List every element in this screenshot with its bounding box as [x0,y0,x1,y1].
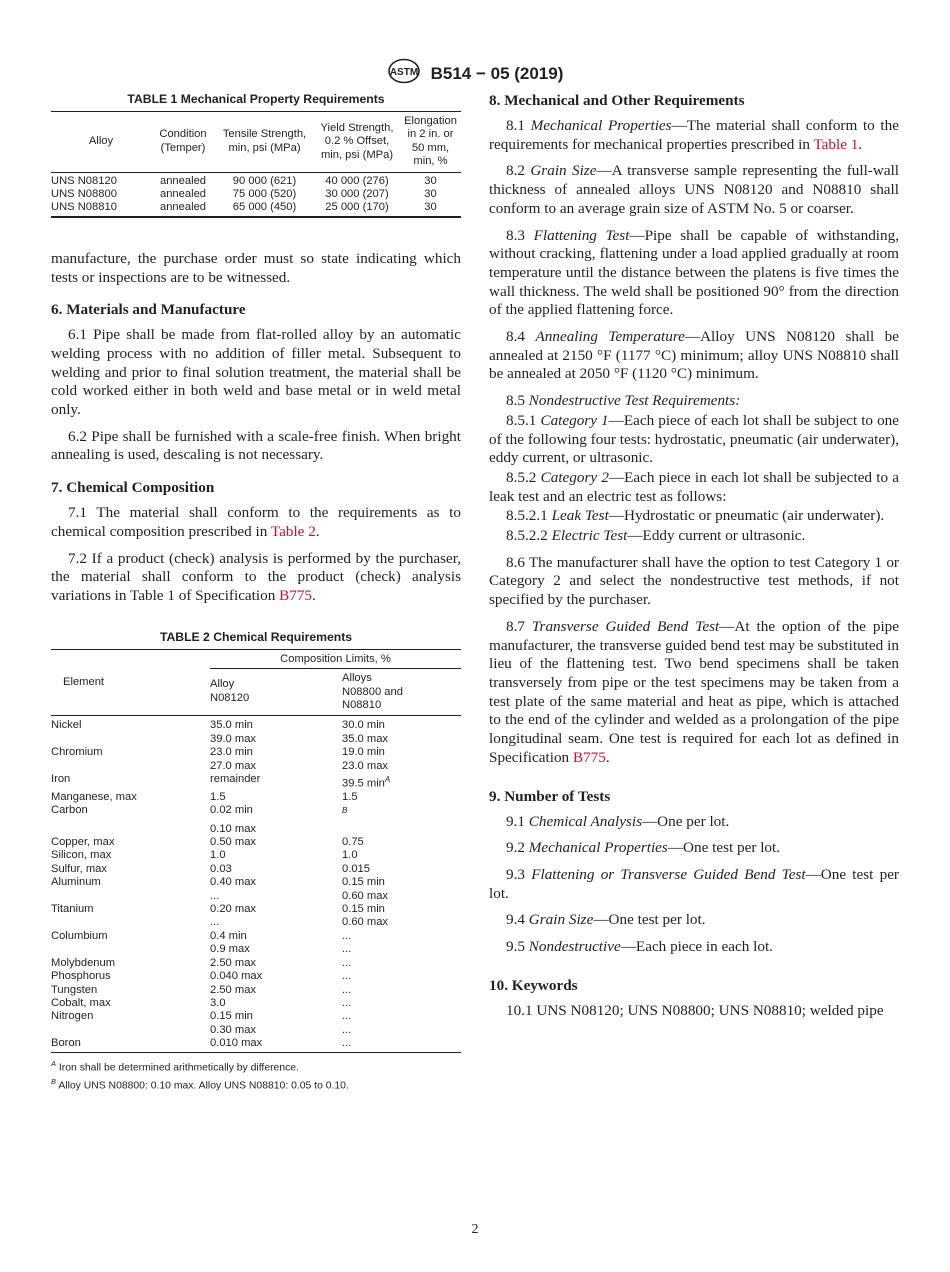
paragraph-8-6: 8.6 The manufacturer shall have the option to test Category 1 or Category 2 and select the nondestructive test methods, if not specified by the purchaser. [489,553,899,609]
para-text: . [605,748,610,766]
table-cell: 0.60 max [342,916,389,929]
table-cell: 39.0 max [210,732,257,745]
table1-header-yield: Yield Strength, 0.2 % Offset, min, psi (MPa) [314,112,400,173]
table1-caption: TABLE 1 Mechanical Property Requirements [127,92,385,106]
table-cell: 0.20 max [210,903,257,916]
table-cell [342,823,461,836]
table-cell: 2.50 max [210,956,257,969]
para-text: . [858,135,863,153]
table-cell: 0.02 min [210,804,253,817]
paragraph-9-3 [489,866,899,903]
para-num: 8.5 [506,392,529,410]
table-row [51,1024,461,1037]
table-cell: Boron [51,1037,81,1050]
paragraph-8-5-2 [489,469,899,506]
para-label: Grain Size [530,162,597,180]
para-num: 9.3 [506,865,532,883]
table-cell: 2.50 max [210,983,257,996]
para-text: —Each piece in each lot. [620,938,773,956]
table-cell: ... [342,983,352,996]
table-cell: UNS N08810 [51,201,117,214]
header-line: N08810 [342,698,382,711]
paragraph-8-1 [489,117,899,154]
table-row [51,791,461,804]
table-row [51,997,461,1010]
para-label: Nondestructive Test Requirements: [528,392,741,410]
table1-header-row [51,112,461,173]
astm-logo-icon [387,58,421,89]
table-row [51,1037,461,1052]
table-cell: 65 000 (450) [232,201,297,214]
paragraph-9-2 [489,839,899,858]
para-text: —A transverse sample representing the full-wall thickness of annealed alloys UNS N08120 and N08810 shall conform to an average grain size of ASTM No. 5 or coarser. [489,162,900,217]
table-row [51,804,461,822]
table-row [51,984,461,997]
table-row [51,1010,461,1023]
footnote-mark-b: B [342,806,348,816]
table-cell: annealed [159,188,207,201]
paragraph-text: 7.1 The material shall conform to the requirements as to chemical composition prescribed in [51,504,461,540]
paragraph-8-5-1 [489,412,899,468]
table-row [51,760,461,773]
table-cell: 30 [424,188,437,201]
table-cell: Nitrogen [51,1010,94,1023]
table-row [51,746,461,759]
table-cell: 35.0 max [342,732,389,745]
b775-link[interactable]: B775 [572,748,606,766]
table1-header-alloy: Alloy [51,112,151,173]
para-label: Category 2 [540,468,609,486]
table-cell: 0.15 min [342,876,385,889]
table-row [51,773,461,791]
table-row [51,916,461,929]
para-text: —One test per lot. [489,865,899,902]
paragraph-text: . [312,586,316,604]
para-label: Electric Test [551,527,628,545]
table-cell: 0.040 max [210,970,263,983]
table-cell: ... [342,943,352,956]
footnote-text: Iron shall be determined arithmetically by difference. [56,1062,299,1073]
para-num: 8.4 [506,328,536,346]
table-cell: Cobalt, max [51,996,111,1009]
table-cell: 75 000 (520) [232,188,297,201]
paragraph-8-4 [489,328,899,384]
table1-header-condition: Condition (Temper) [151,112,215,173]
table-cell [51,823,210,836]
section-9-heading: 9. Number of Tests [489,787,611,805]
table-cell: Nickel [51,719,82,732]
table-cell: ... [342,1010,352,1023]
table-cell: 30.0 min [342,719,385,732]
paragraph-text: . [315,522,320,540]
table-cell: 0.60 max [342,889,389,902]
table-cell: Chromium [51,746,103,759]
table2-header-n08800-n08810 [342,669,461,716]
svg-text:ASTM: ASTM [389,67,418,78]
section-7-heading: 7. Chemical Composition [51,479,215,497]
table-cell: 0.15 min [342,903,385,916]
table-cell: 0.40 max [210,876,257,889]
para-num: 9.5 [506,938,529,956]
para-text: —Alloy UNS N08120 shall be annealed at 2150 °F (1177 °C) minimum; alloy UNS N08810 shall be annealed at 2050 °F (1120 °C) minimum. [489,328,899,383]
table-cell [342,773,461,791]
para-num: 8.5.2.2 [506,527,552,545]
table2-header-group: Composition Limits, % [210,649,461,668]
para-label: Grain Size [528,911,594,929]
table-cell: Carbon [51,804,88,817]
para-num: 8.3 [506,226,534,244]
para-num: 8.5.2 [506,468,541,486]
header-line: Alloys [342,672,372,685]
page-number: 2 [471,1222,479,1237]
table-cell: 1.5 [342,791,358,804]
para-label: Mechanical Properties [530,117,672,134]
table-cell: 0.15 min [210,1010,253,1023]
table-cell: Aluminum [51,876,101,889]
para-text: —One test per lot. [593,911,706,929]
b775-link[interactable]: B775 [279,586,313,604]
para-num: 8.1 [506,117,531,134]
para-text: —At the option of the pipe manufacturer, the transverse guided bend test may be substituted in lieu of the flattening test. Two bend specimens shall be taken transversely from pipe or the test specimens may be taken from a test plate of the same material and heat as pipe, which is attached to the end of the cylinder and welded as a prolongation of the pipe longitudinal seam. One test is required for each lot as defined in Specification [489,617,900,766]
para-text: —The material shall conform to the requirements for mechanical properties prescribed in [489,117,899,153]
table-cell: 0.10 max [210,822,257,835]
table-cell: Phosphorus [51,970,111,983]
section-8-heading: 8. Mechanical and Other Requirements [489,92,745,109]
para-label: Category 1 [540,411,609,429]
table-row [51,823,461,836]
table-row [51,849,461,862]
paragraph-6-1: 6.1 Pipe shall be made from flat-rolled alloy by an automatic welding process with no addition of filler metal. Subsequent to welding and prior to final solution treatment, the material shall be cold worked either in both weld and base metal or in weld metal only. [51,326,461,419]
table-row [51,970,461,983]
table-cell: 3.0 [210,996,226,1009]
table-row [51,188,461,201]
table2-footnote-a [51,1057,461,1075]
paragraph-8-5-2-1 [489,507,899,526]
table2-header-n08120 [210,669,342,716]
table-cell [342,804,461,822]
table-cell: ... [342,996,352,1009]
table-cell: 1.5 [210,791,226,804]
para-text: —Eddy current or ultrasonic. [627,527,806,545]
para-text: —Pipe shall be capable of withstanding, without cracking, flattening under a load applied gradually at room temperature until the distance between the platens is five times the wall thickness. The weld shall be positioned 90° from the direction of the applied flattening force. [489,226,899,319]
table-2-link[interactable]: Table 2 [270,522,316,540]
table-cell: 0.75 [342,836,364,849]
table-row [51,957,461,970]
table-cell: 30 000 (207) [325,188,389,201]
paragraph-9-5 [489,938,899,957]
table-cell: Molybdenum [51,956,116,969]
table-cell: UNS N08800 [51,188,117,201]
para-label: Chemical Analysis [528,812,642,830]
para-label: Transverse Guided Bend Test [531,617,720,635]
table-cell: 23.0 min [210,746,253,759]
para-text: —Each piece of each lot shall be subject to one of the following four tests: hydrostatic, pneumatic (air underwater), eddy current, or ultrasonic. [489,411,900,467]
table-cell: ... [342,929,352,942]
paragraph-text: 7.2 If a product (check) analysis is performed by the purchaser, the material shall conform to the product (check) analysis variations in Table 1 of Specification [51,549,461,604]
table-cell: 0.30 max [210,1023,257,1036]
standard-designation: B514 − 05 (2019) [430,63,564,83]
table-row [51,201,461,216]
table-cell: 1.0 [210,849,226,862]
table-cell: 27.0 max [210,759,257,772]
table1-header-tensile: Tensile Strength, min, psi (MPa) [215,112,314,173]
table-row [51,733,461,746]
table-cell: 35.0 min [210,719,253,732]
para-label: Annealing Temperature [535,328,685,346]
paragraph-8-7 [489,618,899,768]
table-cell: 0.010 max [210,1037,263,1050]
chemical-requirements-table [51,649,461,1053]
para-text: —Hydrostatic or pneumatic (air underwater). [608,507,885,525]
paragraph-9-4 [489,911,899,930]
left-column [51,92,461,1092]
table-cell: 1.0 [342,849,358,862]
table-cell: ... [210,889,220,902]
footnote-mark: A [51,1058,57,1068]
table-row [51,890,461,903]
table-cell [51,890,210,903]
section-6-heading: 6. Materials and Manufacture [51,301,246,319]
table-cell: 0.015 [342,862,370,875]
table-cell: 25 000 (170) [325,201,389,214]
para-num: 8.5.1 [506,411,541,429]
table-row [51,930,461,943]
para-num: 9.4 [506,911,529,929]
table-cell: ... [342,956,352,969]
paragraph-10-1: 10.1 UNS N08120; UNS N08800; UNS N08810; welded pipe [506,1001,884,1019]
table2-header-row-1 [51,649,461,668]
paragraph-8-5-2-2 [489,527,899,546]
para-num: 8.7 [506,617,532,635]
para-label: Leak Test [551,507,609,525]
table-row [51,716,461,733]
table-cell [51,943,210,956]
header-line: N08800 and [342,685,403,698]
table-cell [51,1024,210,1037]
table-cell: Copper, max [51,836,115,849]
mechanical-property-table [51,111,461,218]
footnote-text: Alloy UNS N08800: 0.10 max. Alloy UNS N08810: 0.05 to 0.10. [56,1079,349,1091]
table2-header-element: Element [51,649,210,716]
table-cell [51,733,210,746]
table-row [51,863,461,876]
table-cell: 19.0 min [342,746,385,759]
footnote-mark-a: A [384,774,391,784]
table-cell: Manganese, max [51,791,137,804]
table-cell: 23.0 max [342,759,389,772]
table-cell: annealed [159,201,207,214]
table-cell: Iron [51,772,71,785]
table-cell: Sulfur, max [51,862,107,875]
table-cell: remainder [210,772,261,785]
table-cell: annealed [159,174,207,187]
paragraph-8-3 [489,227,899,321]
table-cell: 0.4 min [210,929,247,942]
table-cell [51,760,210,773]
cell-value: 39.5 min [342,777,385,790]
paragraph-6-2: 6.2 Pipe shall be furnished with a scale-free finish. When bright annealing is used, descaling is not necessary. [51,427,461,464]
table-cell: ... [342,970,352,983]
footnote-mark: B [51,1076,57,1086]
table-row [51,943,461,956]
paragraph-8-2 [489,162,899,218]
table2-footnote-b [51,1075,461,1093]
table-cell: 90 000 (621) [232,174,297,187]
table-cell [51,916,210,929]
header-line: Alloy [210,678,235,691]
para-label: Flattening or Transverse Guided Bend Test [531,865,806,883]
table2-caption: TABLE 2 Chemical Requirements [159,629,353,644]
table-cell: UNS N08120 [51,174,117,187]
paragraph-8-5 [489,392,899,411]
table-row [51,836,461,849]
table-cell: ... [342,1023,352,1036]
table-1-link[interactable]: Table 1 [813,135,859,153]
table-row [51,876,461,889]
paragraph-7-2 [51,550,461,606]
table-cell: 40 000 (276) [325,174,389,187]
section-10-heading: 10. Keywords [489,976,578,994]
para-text: —One test per lot. [667,839,781,857]
table-row [51,172,461,188]
table-row [51,903,461,916]
para-num: 9.1 [506,812,529,830]
para-num: 9.2 [506,839,529,857]
table-cell: Silicon, max [51,849,112,862]
table-cell: Titanium [51,903,94,916]
table-cell: ... [210,916,220,929]
table-cell: ... [342,1037,352,1050]
table1-header-elongation: Elongation in 2 in. or 50 mm, min, % [400,112,461,173]
table-cell: 30 [424,201,437,214]
table-cell: 0.9 max [210,943,250,956]
table-cell: Tungsten [51,983,98,996]
paragraph-7-1 [51,504,461,541]
continuation-paragraph: manufacture, the purchase order must so state indicating which tests or inspections are to be witnessed. [51,249,461,286]
right-column [489,92,899,1028]
para-num: 8.2 [506,162,531,180]
table-cell: 30 [424,174,437,187]
para-text: —Each piece in each lot shall be subjected to a leak test and an electric test as follows: [489,468,900,505]
page-header [0,58,950,89]
para-label: Mechanical Properties [528,839,668,857]
table-cell: 0.03 [210,862,232,875]
para-num: 8.5.2.1 [506,507,552,525]
header-line: N08120 [210,691,250,704]
para-text: —One per lot. [641,812,730,830]
para-label: Flattening Test [533,226,630,244]
para-label: Nondestructive [528,938,621,956]
table-cell: 0.50 max [210,836,257,849]
table-cell: Columbium [51,929,108,942]
paragraph-9-1 [489,813,899,832]
